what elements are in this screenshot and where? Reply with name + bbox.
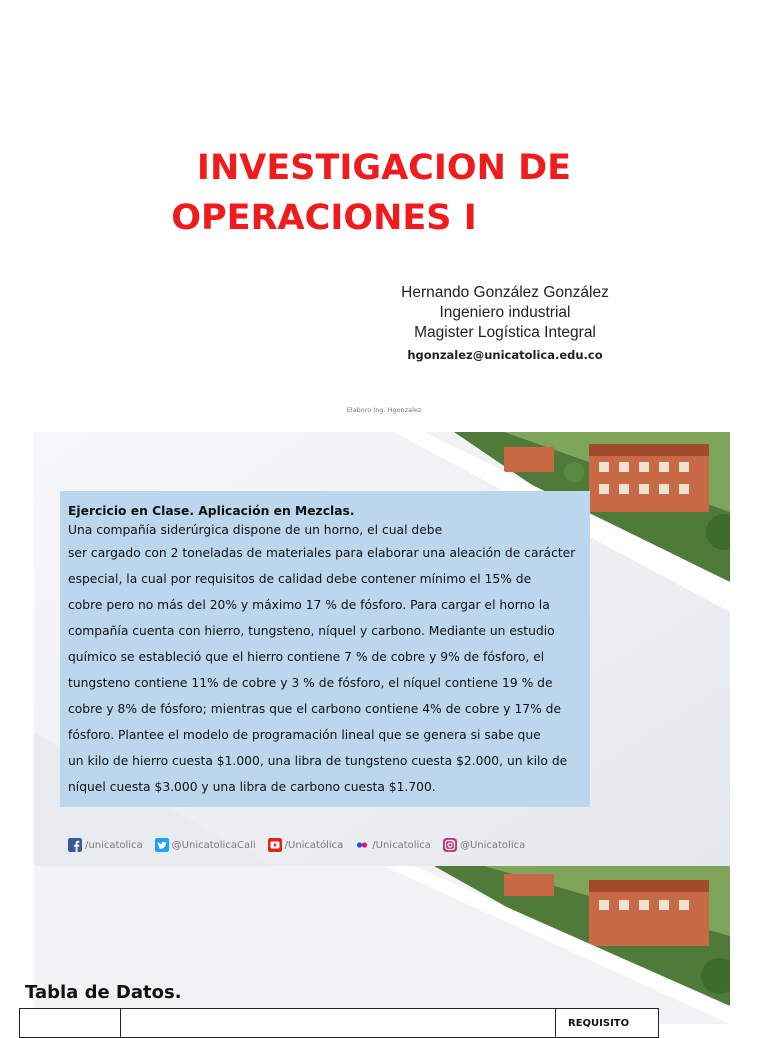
problem-line: químico se estableció que el hierro contiene 7 % de cobre y 9% de fósforo, el bbox=[68, 650, 545, 664]
document-title bbox=[0, 143, 768, 243]
problem-line: níquel cuesta $3.000 y una libra de carbono cuesta $1.700. bbox=[68, 780, 436, 794]
table-header-requisito: REQUISITO bbox=[568, 1018, 630, 1029]
facebook-icon bbox=[68, 838, 82, 852]
problem-line: cobre y 8% de fósforo; mientras que el carbono contiene 4% de cobre y 17% de bbox=[68, 702, 562, 716]
social-link-facebook[interactable] bbox=[68, 838, 143, 852]
social-link-instagram[interactable] bbox=[443, 838, 525, 852]
social-links-bar bbox=[68, 837, 525, 853]
problem-line: Una compañía siderúrgica dispone de un horno, el cual debe bbox=[68, 523, 443, 537]
problem-line: un kilo de hierro cuesta $1.000, una libra de tungsteno cuesta $2.000, un kilo de bbox=[68, 754, 568, 768]
problem-line: ser cargado con 2 toneladas de materiales para elaborar una aleación de carácter bbox=[68, 546, 576, 560]
table-column-divider bbox=[555, 1009, 556, 1037]
author-block bbox=[340, 283, 670, 365]
problem-line: cobre pero no más del 20% y máximo 17 % de fósforo. Para cargar el horno la bbox=[68, 598, 550, 612]
youtube-icon bbox=[268, 838, 282, 852]
author-role: Ingeniero industrial bbox=[439, 304, 571, 321]
data-table bbox=[19, 1008, 659, 1038]
title-line-1: INVESTIGACION DE bbox=[196, 148, 572, 188]
table-column-divider bbox=[120, 1009, 121, 1037]
instagram-icon bbox=[443, 838, 457, 852]
social-label: /Unicatolica bbox=[372, 839, 431, 851]
social-link-flickr[interactable] bbox=[355, 838, 431, 852]
problem-line: fósforo. Plantee el modelo de programación lineal que se genera si sabe que bbox=[68, 728, 541, 742]
social-link-twitter[interactable] bbox=[155, 838, 256, 852]
twitter-icon bbox=[155, 838, 169, 852]
data-table-title: Tabla de Datos. bbox=[25, 982, 182, 1003]
social-label: @Unicatolica bbox=[459, 839, 526, 851]
author-name: Hernando González González bbox=[401, 284, 609, 301]
social-label: /Unicatólica bbox=[284, 839, 344, 851]
title-line-2: OPERACIONES I bbox=[171, 198, 477, 238]
social-label: @UnicatolicaCali bbox=[171, 839, 256, 851]
author-degree: Magister Logística Integral bbox=[414, 324, 596, 341]
author-email: hgonzalez@unicatolica.edu.co bbox=[407, 348, 603, 362]
problem-line: especial, la cual por requisitos de calidad debe contener mínimo el 15% de bbox=[68, 572, 532, 586]
problem-title: Ejercicio en Clase. Aplicación en Mezclas. bbox=[68, 504, 355, 518]
social-label: /unicatolica bbox=[85, 839, 143, 851]
problem-line: compañía cuenta con hierro, tungsteno, níquel y carbono. Mediante un estudio bbox=[68, 624, 555, 638]
social-link-youtube[interactable] bbox=[268, 838, 344, 852]
footer-note: Elaboro Ing. Hgonzalez bbox=[346, 406, 422, 414]
flickr-icon bbox=[355, 838, 369, 852]
problem-statement-box bbox=[60, 491, 590, 807]
problem-line: tungsteno contiene 11% de cobre y 3 % de fósforo, el níquel contiene 19 % de bbox=[68, 676, 553, 690]
